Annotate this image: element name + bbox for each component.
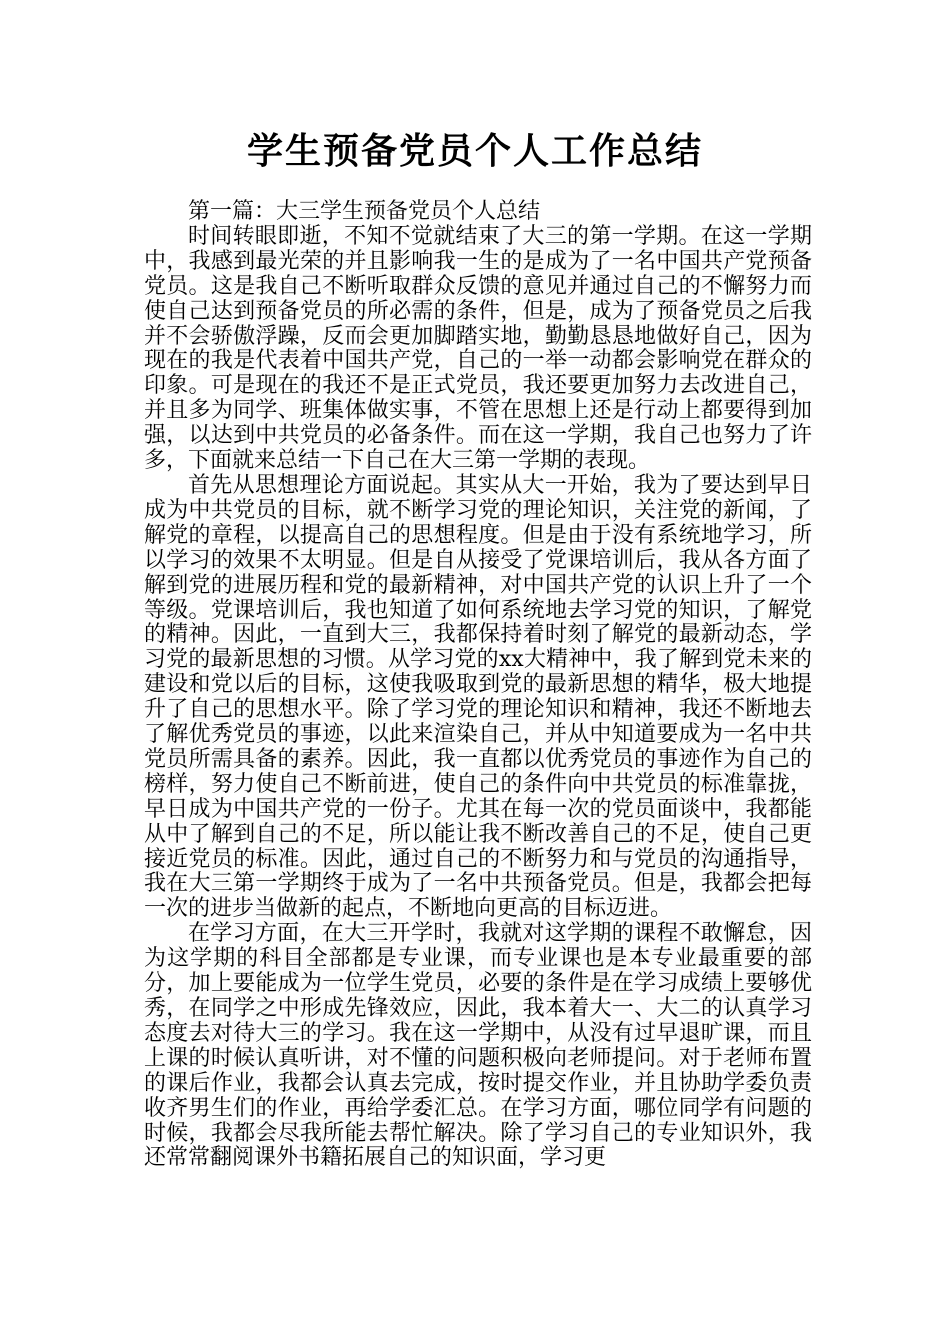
paragraph-study: 在学习方面，在大三开学时，我就对这学期的课程不敢懈怠，因为这学期的科目全部都是专业课，而专业课也是本专业最重要的部分，加上要能成为一位学生党员，必要的条件是在学习成绩上要够优秀，在同学之中形成先锋效应，因此，我本着大一、大二的认真学习态度去对待大三的学习。我在这一学期中，从没有过早退旷课，而且上课的时候认真听讲，对不懂的问题积极向老师提问。对于老师布置的课后作业，我都会认真去完成，按时提交作业，并且协助学委负责收齐男生们的作业，再给学委汇总。在学习方面，哪位同学有问题的时候，我都会尽我所能去帮忙解决。除了学习自己的专业知识外，我还常常翻阅课外书籍拓展自己的知识面，学习更 — [144, 921, 812, 1171]
section-heading: 第一篇：大三学生预备党员个人总结 — [188, 199, 541, 224]
paragraph-ideology: 首先从思想理论方面说起。其实从大一开始，我为了要达到早日成为中共党员的目标，就不断学习党的理论知识，关注党的新闻，了解党的章程，以提高自己的思想程度。但是由于没有系统地学习，所以学习的效果不太明显。但是自从接受了党课培训后，我从各方面了解到党的进展历程和党的最新精神，对中国共产党的认识上升了一个等级。党课培训后，我也知道了如何系统地去学习党的知识，了解党的精神。因此，一直到大三，我都保持着时刻了解党的最新动态，学习党的最新思想的习惯。从学习党的xx大精神中，我了解到党未来的建设和党以后的目标，这使我吸取到党的最新思想的精华，极大地提升了自己的思想水平。除了学习党的理论知识和精神，我还不断地去了解优秀党员的事迹，以此来渲染自己，并从中知道要成为一名中共党员所需具备的素养。因此，我一直都以优秀党员的事迹作为自己的榜样，努力使自己不断前进，使自己的条件向中共党员的标准靠拢，早日成为中国共产党的一份子。尤其在每一次的党员面谈中，我都能从中了解到自己的不足，所以能让我不断改善自己的不足，使自己更接近党员的标准。因此，通过自己的不断努力和与党员的沟通指导，我在大三第一学期终于成为了一名中共预备党员。但是，我都会把每一次的进步当做新的起点，不断地向更高的目标迈进。 — [144, 472, 812, 922]
document-title: 学生预备党员个人工作总结 — [246, 131, 703, 172]
document-body — [144, 200, 812, 1171]
paragraph-intro: 时间转眼即逝，不知不觉就结束了大三的第一学期。在这一学期中，我感到最光荣的并且影响我一生的是成为了一名中国共产党预备党员。这是我自己不断听取群众反馈的意见并通过自己的不懈努力而使自己达到预备党员的所必需的条件，但是，成为了预备党员之后我并不会骄傲浮躁，反而会更加脚踏实地，勤勤恳恳地做好自己，因为现在的我是代表着中国共产党，自己的一举一动都会影响党在群众的印象。可是现在的我还不是正式党员，我还要更加努力去改进自己，并且多为同学、班集体做实事，不管在思想上还是行动上都要得到加强，以达到中共党员的必备条件。而在这一学期，我自己也努力了许多，下面就来总结一下自己在大三第一学期的表现。 — [144, 223, 812, 474]
